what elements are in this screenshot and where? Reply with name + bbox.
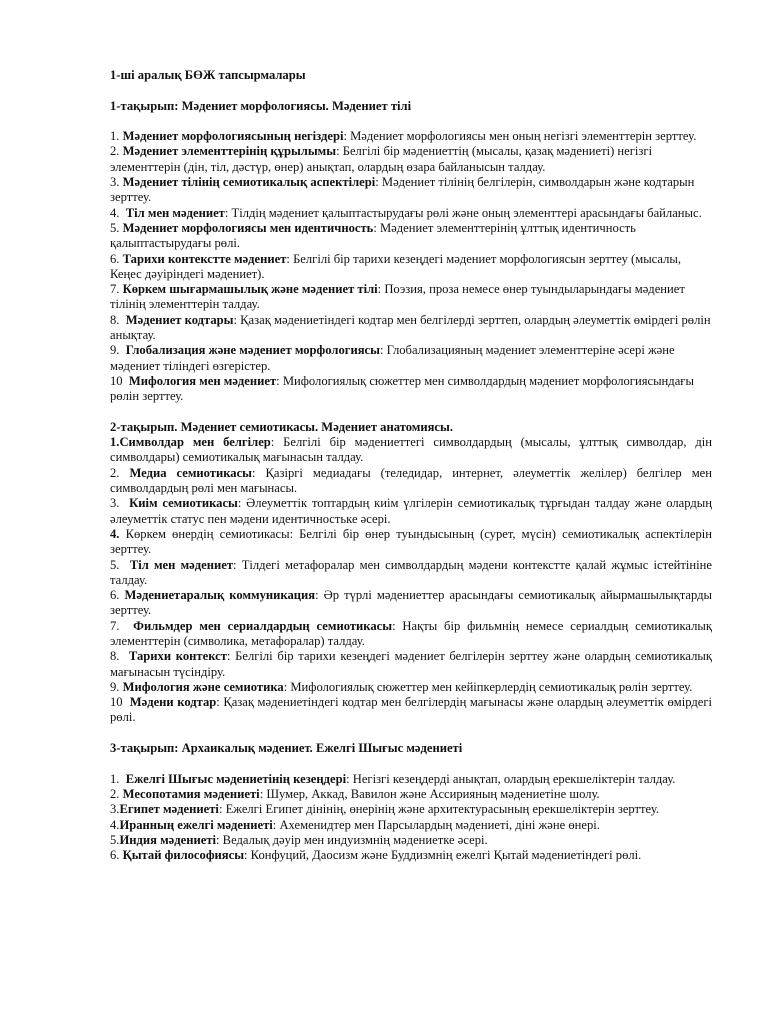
list-item [110, 695, 712, 726]
item-topic: 1.Символдар мен белгілер [110, 435, 271, 450]
item-topic: Медиа семиотикасы [129, 465, 253, 480]
list-item [110, 619, 712, 650]
item-number: 10 [110, 373, 129, 388]
item-topic: Мәдениетаралық коммуникация [124, 588, 316, 603]
item-description: : Белгілі бір мәдениеттің (мысалы, қазақ мәдениеті) негізгі элементтерін (дін, тіл, дәстүр, өнер) анықтап, олардың өзара байланысын талдау. [110, 144, 653, 174]
item-number: 4. [110, 205, 126, 220]
list-item [110, 175, 712, 206]
item-number: 10 [110, 695, 130, 710]
item-description: : Тілдің мәдениет қалыптастырудағы рөлі және оның элементтері арасындағы байланыс. [224, 205, 702, 220]
list-item [110, 252, 712, 283]
item-topic: Тарихи контекстте мәдениет [122, 251, 287, 266]
item-topic: Мифология мен мәдениет [128, 373, 277, 388]
section-title: 1-тақырып: Мәдениет морфологиясы. Мәдениет тілі [110, 98, 412, 113]
item-number: 4. [110, 817, 120, 832]
item-number: 8. [110, 649, 129, 664]
item-number: 1. [110, 129, 123, 144]
item-description: : Белгілі бір тарихи кезеңдегі мәдениет белгілерін зерттеу және олардың семиотикалық мағынасын түсіндіру. [110, 649, 712, 679]
spacer [110, 405, 712, 420]
item-number: 2. [110, 786, 123, 801]
item-topic: 4. [110, 526, 120, 541]
section-title: 3-тақырып: Архаикалық мәдениет. Ежелгі Шығыс мәдениеті [110, 741, 463, 756]
item-topic: Ежелгі Шығыс мәдениетінің кезеңдері [125, 771, 347, 786]
list-item [110, 129, 712, 144]
item-description: : Мифологиялық сюжеттер мен кейіпкерлердің семиотикалық рөлін зерттеу. [283, 679, 693, 694]
item-number: 2. [110, 465, 130, 480]
list-item [110, 787, 712, 802]
item-description: : Мәдениет элементтерінің ұлттық идентичность қалыптастырудағы рөлі. [110, 220, 636, 251]
item-topic: Египет мәдениеті [119, 802, 219, 817]
item-description: : Негізгі кезеңдерді анықтап, олардың ерекшеліктерін талдау. [346, 771, 676, 786]
item-topic: Мәдениет тілінің семиотикалық аспектілері [122, 175, 376, 190]
item-number: 2. [110, 144, 123, 159]
list-item [110, 144, 712, 175]
item-topic: Тіл мен мәдениет [125, 205, 225, 220]
item-number: 5. [110, 557, 130, 572]
section-2 [110, 420, 712, 741]
item-description: : Ежелгі Египет дінінің, өнерінің және архитектурасының ерекшеліктерін зерттеу. [218, 802, 660, 817]
item-number: 6. [110, 251, 123, 266]
item-topic: Мәдениет элементтерінің құрылымы [122, 144, 337, 159]
list-item [110, 343, 712, 374]
item-topic: Мәдени кодтар [129, 695, 217, 710]
spacer [110, 726, 712, 741]
item-number: 6. [110, 588, 125, 603]
item-topic: Месопотамия мәдениеті [122, 786, 260, 801]
item-description: : Шумер, Аккад, Вавилон және Ассирияның мәдениетіне шолу. [259, 786, 600, 801]
list-item [110, 649, 712, 680]
item-topic: Мифология және семиотика [122, 679, 284, 694]
section-3 [110, 741, 712, 863]
item-topic: Тарихи контекст [128, 649, 227, 664]
document-title: 1-ші аралық БӨЖ тапсырмалары [110, 68, 306, 82]
list-item [110, 772, 712, 787]
item-topic: Индия мәдениеті [119, 832, 217, 847]
list-item [110, 435, 712, 466]
item-topic: Қытай философиясы [122, 848, 245, 863]
list-item [110, 221, 712, 252]
item-description: : Ведалық дәуір мен индуизмнің мәдениетке әсері. [216, 832, 488, 847]
item-topic: Мәдениет морфологиясының негіздері [122, 129, 344, 144]
item-topic: Көркем шығармашылық және мәдениет тілі [122, 282, 378, 297]
item-number: 5. [110, 220, 123, 235]
list-item [110, 848, 712, 863]
item-description: : Мәдениет морфологиясы мен оның негізгі элементтерін зерттеу. [343, 129, 697, 144]
spacer [110, 83, 712, 98]
item-number: 3. [110, 802, 120, 817]
list-item [110, 496, 712, 527]
item-number: 5. [110, 832, 120, 847]
item-description: : Белгілі бір мәдениеттегі символдардың (мысалы, ұлттық символдар, дін символдары) семиотикалық мағынасын талдау. [110, 435, 713, 465]
item-number: 3. [110, 496, 130, 511]
item-number: 8. [110, 312, 126, 327]
item-topic: Киім семиотикасы [129, 496, 238, 511]
list-item [110, 818, 712, 833]
item-topic: Тіл мен мәдениет [129, 557, 234, 572]
item-description: : Мәдениет тілінің белгілерін, символдарын және кодтарын зерттеу. [110, 175, 695, 205]
document-page [110, 68, 712, 863]
item-description: : Нақты бір фильмнің немесе сериалдың семиотикалық элементтерін (символика, метафоралар) талдау. [110, 618, 712, 648]
item-description: : Белгілі бір тарихи кезеңдегі мәдениет морфологиясын зерттеу (мысалы, Кеңес дәуіріндегі мәдениет). [110, 251, 681, 281]
sections-container [110, 99, 712, 864]
item-description: : Әлеуметтік топтардың киім үлгілерін семиотикалық тұрғыдан талдау және олардың әлеуметтік статус пен мәдени идентичностьке әсері. [110, 496, 712, 526]
list-item [110, 206, 712, 221]
item-number: 9. [110, 679, 123, 694]
list-item [110, 802, 712, 817]
list-item [110, 466, 712, 497]
item-description: : Қазақ мәдениетіндегі кодтар мен белгілерді зерттеп, олардың әлеуметтік өмірдегі рөлін анықтау. [110, 312, 711, 343]
item-number: 7. [110, 282, 123, 297]
item-number: 9. [110, 343, 126, 358]
list-item [110, 588, 712, 619]
list-item [110, 313, 712, 344]
item-description: : Әр түрлі мәдениеттер арасындағы семиотикалық айырмашылықтарды зерттеу. [110, 588, 712, 618]
item-number: 6. [110, 848, 123, 863]
item-number: 7. [110, 618, 134, 633]
item-description: : Қазіргі медиадағы (теледидар, интернет, әлеуметтік желілер) белгілер мен символдардың рөлі мен мағынасы. [110, 465, 713, 496]
item-description: Көркем өнердің семиотикасы: Белгілі бір өнер туындысының (сурет, мүсін) семиотикалық аспектілерін зерттеу. [110, 526, 712, 557]
spacer [110, 756, 712, 771]
item-description: : Глобализацияның мәдениет элементтеріне әсері және мәдениет тіліндегі өзгерістер. [110, 343, 675, 373]
item-number: 1. [110, 771, 126, 786]
item-number: 3. [110, 175, 123, 190]
section-1 [110, 99, 712, 420]
item-description: : Қазақ мәдениетіндегі кодтар мен белгілердің мағынасы және олардың әлеуметтік өмірдегі рөлі. [110, 695, 712, 725]
item-topic: Глобализация және мәдениет морфологиясы [125, 343, 380, 358]
item-description: : Конфуций, Даосизм және Буддизмнің ежелгі Қытай мәдениетіндегі рөлі. [244, 848, 642, 863]
list-item [110, 558, 712, 589]
item-topic: Иранның ежелгі мәдениеті [119, 817, 273, 832]
item-description: : Поэзия, проза немесе өнер туындыларындағы мәдениет тілінің элементтерін талдау. [110, 282, 685, 312]
item-description: : Ахеменидтер мен Парсылардың мәдениеті, діні және өнері. [272, 817, 600, 832]
list-item [110, 680, 712, 695]
item-description: : Мифологиялық сюжеттер мен символдардың мәдениет морфологиясындағы рөлін зерттеу. [110, 373, 694, 404]
item-topic: Мәдениет морфологиясы мен идентичность [122, 220, 374, 235]
section-title: 2-тақырып. Мәдениет семиотикасы. Мәдениет анатомиясы. [110, 419, 453, 434]
spacer [110, 114, 712, 129]
item-description: : Тілдегі метафоралар мен символдардың мәдени контекстте қалай жұмыс істейтініне талдау. [110, 557, 712, 587]
list-item [110, 374, 712, 405]
item-topic: Фильмдер мен сериалдардың семиотикасы [133, 618, 393, 633]
item-topic: Мәдениет кодтары [125, 312, 234, 327]
list-item [110, 282, 712, 313]
list-item [110, 527, 712, 558]
list-item [110, 833, 712, 848]
